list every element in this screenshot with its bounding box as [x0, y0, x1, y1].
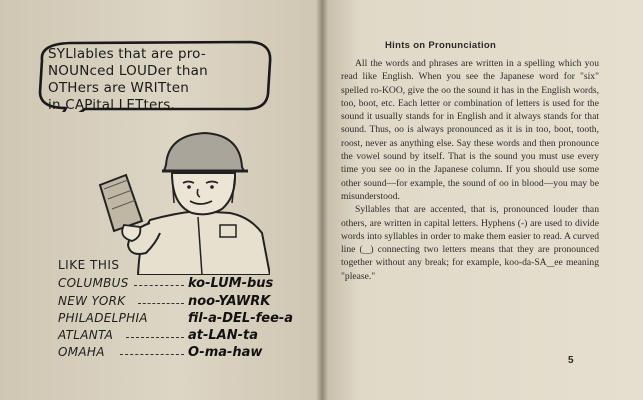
example-row — [58, 294, 298, 312]
leader-dots — [134, 285, 184, 286]
bubble-line: in CAPital LETters. — [48, 97, 176, 113]
bubble-line: OTHers are WRITten — [48, 80, 190, 96]
example-row — [58, 311, 298, 329]
example-row — [58, 328, 298, 346]
paragraph: Syllables that are accented, that is, pronounced louder than others, are written in capital letters. Hyphens (-) are used to divide words into syllables in order to make them easier to read. A curved line (‿) connecting two letters means that they are pronounced together without any break; for example, koo-da-SA‿ee meaning "please." — [341, 204, 599, 282]
bubble-line: NOUNced LOUDer than — [48, 63, 208, 79]
page-number: 5 — [568, 355, 574, 366]
example-word: COLUMBUS — [58, 276, 129, 290]
like-this-label: LIKE THIS — [58, 258, 120, 272]
example-pronunciation: at-LAN-ta — [188, 328, 258, 343]
leader-dots — [120, 354, 184, 355]
example-word: ATLANTA — [58, 328, 114, 342]
example-pronunciation: fil-a-DEL-fee-a — [188, 311, 294, 326]
body-text — [341, 57, 599, 283]
example-row — [58, 345, 298, 363]
example-row — [58, 276, 298, 294]
example-word: PHILADELPHIA — [58, 311, 148, 325]
example-pronunciation: noo-YAWRK — [188, 294, 271, 309]
book-gutter — [316, 0, 328, 400]
leader-dots — [138, 303, 184, 304]
page-heading: Hints on Pronunciation — [385, 40, 497, 51]
bubble-text — [48, 46, 273, 114]
example-pronunciation: ko-LUM-bus — [188, 276, 274, 291]
paragraph: All the words and phrases are written in a spelling which you read like English. When you see the Japanese word for "six" spelled ro-KOO, give the oo the sound it has in the English words, too, boot, etc. Each letter or combination of letters is used for the sound it usually stands for in English and it always stands for that sound. Thus, oo is always pronounced as it is in too, boot, tooth, roost, never as anything else. Say these words and then pronounce the vowel sound by itself. That is the sound you must use every time you see oo in the Japanese column. If you should use some other sound—for example, the sound of oo in blood—you may be misunderstood. — [341, 58, 599, 202]
example-word: OMAHA — [58, 345, 105, 359]
leader-dots — [126, 337, 184, 338]
bubble-line: SYLlables that are pro- — [48, 46, 206, 62]
soldier-reading-illustration — [80, 125, 270, 275]
example-word: NEW YORK — [58, 294, 126, 308]
example-pronunciation: O-ma-haw — [188, 345, 263, 360]
